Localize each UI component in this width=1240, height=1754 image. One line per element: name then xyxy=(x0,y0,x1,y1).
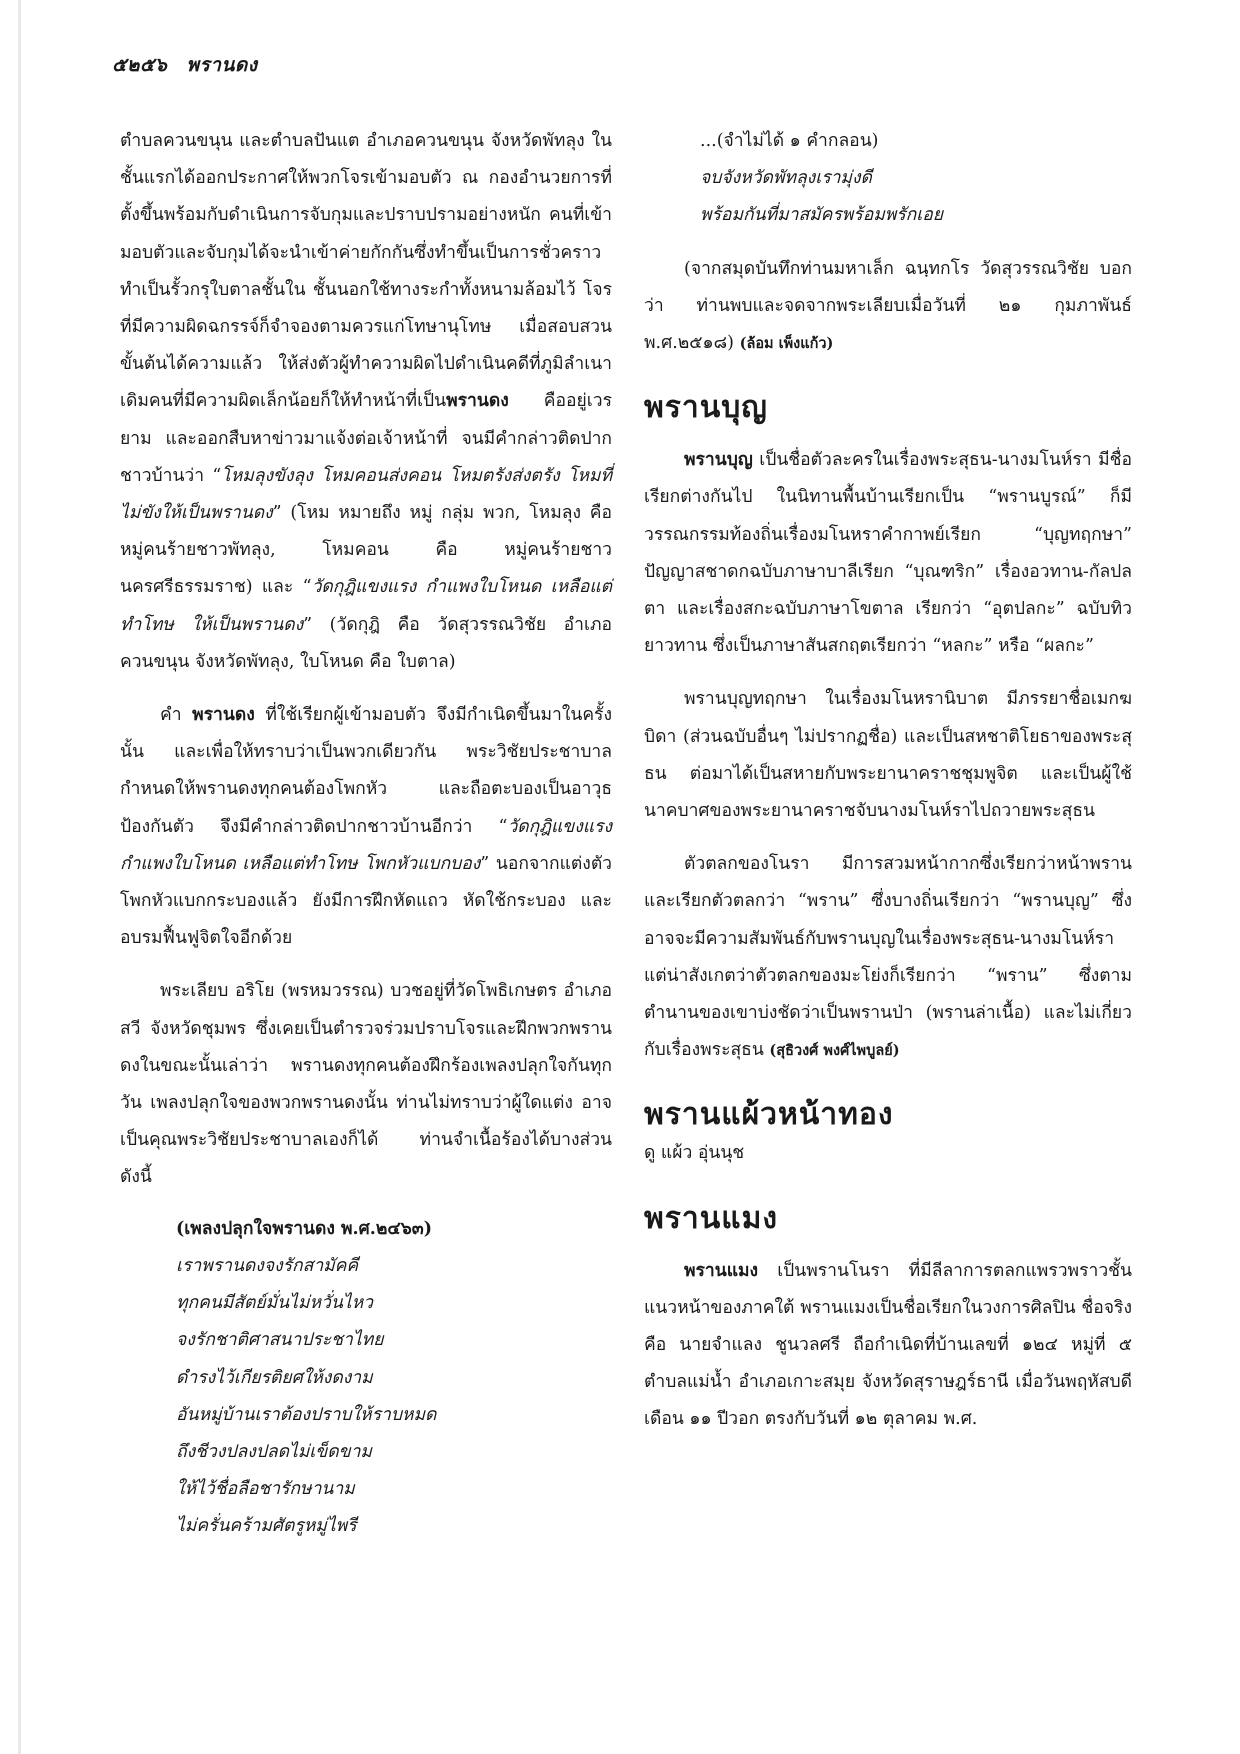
song-title: (เพลงปลุกใจพรานดง พ.ศ.๒๔๖๓) xyxy=(176,1218,432,1239)
source-note: (จากสมุดบันทึกท่านมหาเล็ก ฉนฺทกโร วัดสุวรรณวิชัย บอกว่า ท่านพบและจดจากพระเลียบเมื่อวันที่ ๒๑ กุมภาพันธ์ พ.ศ.๒๕๑๘) (ล้อม เพ็งแก้ว) xyxy=(644,258,1132,354)
author-credit: (ล้อม เพ็งแก้ว) xyxy=(739,335,834,353)
scan-fold-shadow xyxy=(18,0,21,1754)
entry-heading-phranmaeng: พรานแมง xyxy=(644,1200,779,1236)
quoted-saying: โหมลุงขังลุง โหมคอนส่งคอน โหมตรังส่งตรัง โหมที่ไม่ขังให้เป็นพรานดง xyxy=(120,465,612,524)
right-column xyxy=(644,123,1132,1439)
running-header xyxy=(112,50,258,80)
paragraph-phranbun-intro: พรานบุญ เป็นชื่อตัวละครในเรื่องพระสุธน-นางมโนห์รา มีชื่อเรียกต่างกันไป ในนิทานพื้นบ้านเรียกเป็น “พรานบูรณ์” ก็มี วรรณกรรมท้องถิ่นเรื่องมโนหราคำกาพย์เรียก “บุญทฤกษา” ปัญญาสชาดกฉบับภาษาบาลีเรียก “บุณฑริก” เรื่องอวทาน-กัลปลตา และเรื่องสกะฉบับภาษาโขตาล เรียกว่า “อุตปลกะ” ฉบับทิวยาวทาน ซึ่งเป็นภาษาสันสกฤตเรียกว่า “หลกะ” หรือ “ผลกะ” xyxy=(644,450,1132,657)
verse-line: ถึงชีวงปลงปลดไม่เข็ดขาม xyxy=(176,1441,372,1462)
term-phranbun: พรานบุญ xyxy=(684,450,753,471)
quoted-saying: วัดกุฎิแขงแรง กำแพงใบโหนด เหลือแต่ทำโทษ โพกหัวแบกบอง xyxy=(120,816,612,874)
page-number: ๕๒๕๖ xyxy=(112,54,168,76)
term-phranmaeng: พรานแมง xyxy=(684,1260,759,1281)
verse-line: ทุกคนมีสัตย์มั่นไม่หวั่นไหว xyxy=(176,1293,373,1314)
quoted-saying: วัดกุฎิแขงแรง กำแพงใบโหนด เหลือแต่ทำโทษ ให้เป็นพรานดง xyxy=(120,577,612,635)
paragraph-phrandong-origin: ตำบลควนขนุน และตำบลปันแต อำเภอควนขนุน จังหวัดพัทลุง ในชั้นแรกได้ออกประกาศให้พวกโจรเข้ามอบตัว ณ กองอำนวยการที่ตั้งขึ้นพร้อมกับดำเนินการจับกุมและปราบปรามอย่างหนัก คนที่เข้ามอบตัวและจับกุมได้จะนำเข้าค่ายกักกันซึ่งทำขึ้นเป็นการชั่วคราว ทำเป็นรั้วกรุใบตาลชั้นใน ชั้นนอกใช้ทางระกำทั้งหนามล้อมไว้ โจรที่มีความผิดฉกรรจ์ก็จำจองตามควรแก่โทษานุโทษ เมื่อสอบสวนขั้นต้นได้ความแล้ว ให้ส่งตัวผู้ทำความผิดไปดำเนินคดีที่ภูมิลำเนาเดิมคนที่มีความผิดเล็กน้อยก็ให้ทำหน้าที่เป็นพรานดง คืออยู่เวรยาม และออกสืบหาข่าวมาแจ้งต่อเจ้าหน้าที่ จนมีคำกล่าวติดปากชาวบ้านว่า “โหมลุงขังลุง โหมคอนส่งคอน โหมตรังส่งตรัง โหมที่ไม่ขังให้เป็นพรานดง” (โหม หมายถึง หมู่ กลุ่ม พวก, โหมลุง คือ หมู่คนร้ายชาวพัทลุง, โหมคอน คือ หมู่คนร้ายชาวนครศรีธรรมราช) และ “วัดกุฎิแขงแรง กำแพงใบโหนด เหลือแต่ทำโทษ ให้เป็นพรานดง” (วัดกุฎิ คือ วัดสุวรรณวิชัย อำเภอควนขนุน จังหวัดพัทลุง, ใบโหนด คือ ใบตาล) xyxy=(120,131,612,672)
author-credit: (สุธิวงศ์ พงศ์ไพบูลย์) xyxy=(769,1042,900,1060)
verse-line: ให้ไว้ชื่อลือชารักษานาม xyxy=(176,1479,355,1500)
verse-line: พร้อมกันที่มาสมัครพร้อมพรักเอย xyxy=(700,205,944,226)
paragraph-term-meaning: คำ พรานดง ที่ใช้เรียกผู้เข้ามอบตัว จึงมีกำเนิดขึ้นมาในครั้งนั้น และเพื่อให้ทราบว่าเป็นพวกเดียวกัน พระวิชัยประชาบาลกำหนดให้พรานดงทุกคนต้องโพกหัว และถือตะบองเป็นอาวุธป้องกันตัว จึงมีคำกล่าวติดปากชาวบ้านอีกว่า “วัดกุฎิแขงแรง กำแพงใบโหนด เหลือแต่ทำโทษ โพกหัวแบกบอง” นอกจากแต่งตัวโพกหัวแบกกระบองแล้ว ยังมีการฝึกหัดแถว หัดใช้กระบอง และอบรมฟื้นฟูจิตใจอีกด้วย xyxy=(120,705,613,949)
verse-line: ...(จำไม่ได้ ๑ คำกลอน) xyxy=(700,131,879,151)
verse-line: อันหมู่บ้านเราต้องปราบให้ราบหมด xyxy=(176,1404,437,1425)
paragraph-phranbun-nora: ตัวตลกของโนรา มีการสวมหน้ากากซึ่งเรียกว่าหน้าพราน และเรียกตัวตลกว่า “พราน” ซึ่งบางถิ่นเรียกว่า “พรานบุญ” ซึ่งอาจจะมีความสัมพันธ์กับพรานบุญในเรื่องพระสุธน-นางมโนห์รา แต่น่าสังเกตว่าตัวตลกของมะโย่งก็เรียกว่า “พราน” ซึ่งตามตำนานของเขาบ่งชัดว่าเป็นพรานป่า (พรานล่าเนื้อ) และไม่เกี่ยวกับเรื่องพระสุธน (สุธิวงศ์ พงศ์ไพบูลย์) xyxy=(644,854,1132,1061)
term-phrandong: พรานดง xyxy=(192,705,255,726)
entry-heading-phranphaeo: พรานแผ้วหน้าทอง xyxy=(644,1097,894,1133)
verse-line: จงรักชาติศาสนาประชาไทย xyxy=(176,1330,384,1351)
see-also-reference: ดู แผ้ว อุ่นนุช xyxy=(644,1143,745,1164)
paragraph-phra-liap: พระเลียบ อริโย (พรหมวรรณ) บวชอยู่ที่วัดโพธิเกษตร อำเภอสวี จังหวัดชุมพร ซึ่งเคยเป็นตำรวจร่วมปราบโจรและฝึกพวกพรานดงในขณะนั้นเล่าว่า พรานดงทุกคนต้องฝึกร้องเพลงปลุกใจกันทุกวัน เพลงปลุกใจของพวกพรานดงนั้น ท่านไม่ทราบว่าผู้ใดแต่ง อาจเป็นคุณพระวิชัยประชาบาลเองก็ได้ ท่านจำเนื้อร้องได้บางส่วน ดังนี้ xyxy=(120,981,612,1188)
term-phrandong: พรานดง xyxy=(446,391,509,412)
verse-line: ไม่ครั่นคร้ามศัตรูหมู่ไพรี xyxy=(176,1516,357,1537)
paragraph-phranmaeng-intro: พรานแมง เป็นพรานโนรา ที่มีลีลาการตลกแพรวพราวชั้นแนวหน้าของภาคใต้ พรานแมงเป็นชื่อเรียกในวงการศิลปิน ชื่อจริงคือ นายจำแลง ชูนวลศรี ถือกำเนิดที่บ้านเลขที่ ๑๒๔ หมู่ที่ ๕ ตำบลแม่น้ำ อำเภอเกาะสมุย จังหวัดสุราษฎร์ธานี เมื่อวันพฤหัสบดี เดือน ๑๑ ปีวอก ตรงกับวันที่ ๑๒ ตุลาคม พ.ศ. xyxy=(644,1260,1132,1430)
paragraph-phranbun-manohra: พรานบุญทฤกษา ในเรื่องมโนหรานิบาต มีภรรยาชื่อเมกฆบิดา (ส่วนฉบับอื่นๆ ไม่ปรากฏชื่อ) และเป็นสหชาติโยธาของพระสุธน ต่อมาได้เป็นสหายกับพระยานาคราชชุมพูจิต และเป็นผู้ใช้นาคบาศของพระยานาคราชจับนางมโนห์ราไปถวายพระสุธน xyxy=(644,689,1132,822)
song-verse-continued xyxy=(644,123,1132,235)
verse-line: จบจังหวัดพัทลุงเรามุ่งดี xyxy=(700,168,872,189)
entry-heading-phranbun: พรานบุญ xyxy=(644,390,768,426)
verse-line: ดำรงไว้เกียรติยศให้งดงาม xyxy=(176,1367,373,1388)
running-title: พรานดง xyxy=(186,54,258,76)
song-verse xyxy=(120,1248,612,1546)
verse-line: เราพรานดงจงรักสามัคคี xyxy=(176,1255,359,1276)
left-column xyxy=(120,123,612,1546)
